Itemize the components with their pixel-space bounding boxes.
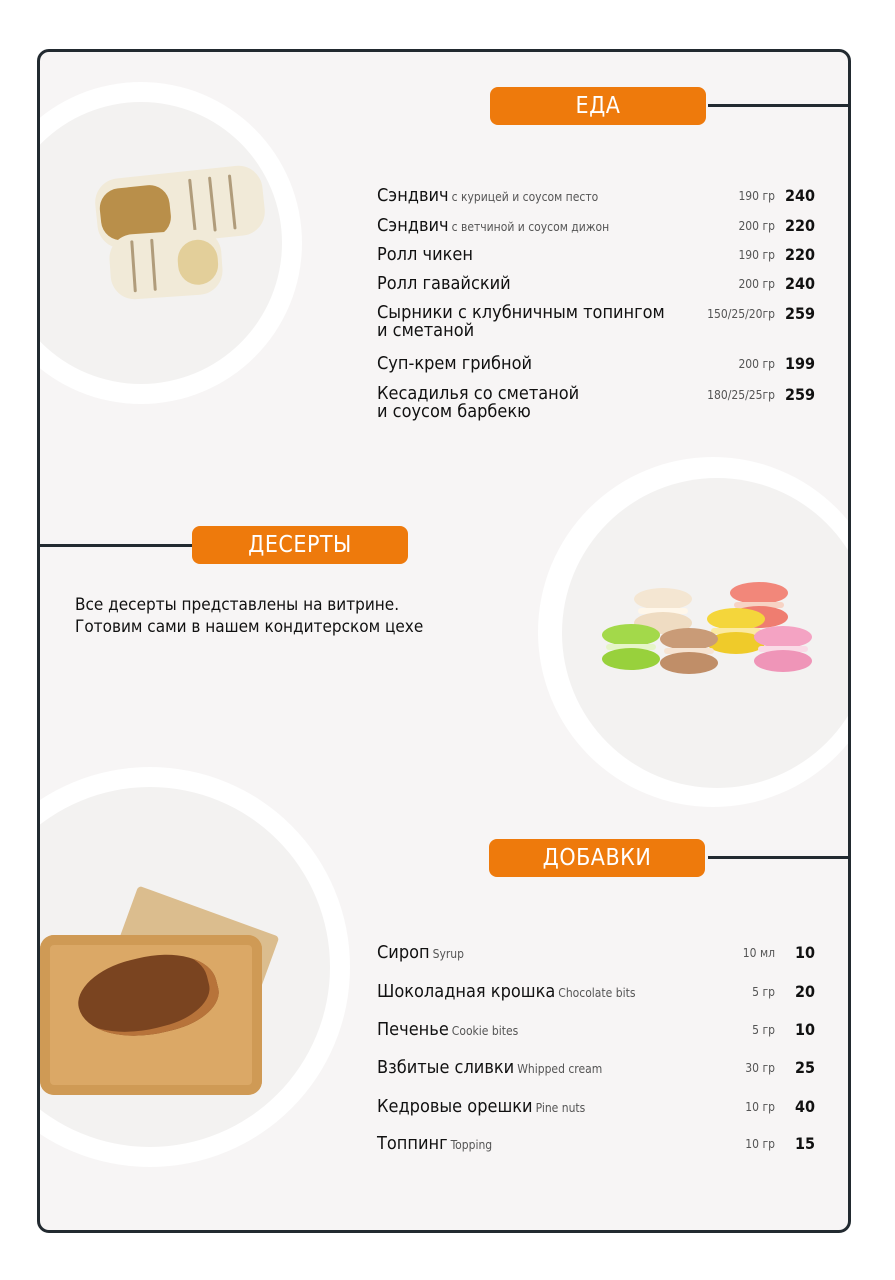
addons-header: ДОБАВКИ <box>489 839 705 877</box>
item-weight: 10 гр <box>745 1100 775 1114</box>
item-weight: 190 гр <box>738 248 775 262</box>
item-price: 259 <box>784 304 815 323</box>
menu-item <box>377 216 815 235</box>
item-name: Ролл чикен <box>377 244 473 265</box>
item-price: 240 <box>784 186 815 205</box>
item-price: 199 <box>784 354 815 373</box>
item-weight: 150/25/20гр <box>707 307 775 321</box>
menu-item <box>377 982 815 1001</box>
menu-item <box>377 385 815 421</box>
item-price: 10 <box>794 1020 815 1039</box>
item-name: Сэндвич <box>377 215 449 236</box>
menu-item <box>377 943 815 962</box>
item-name-continued: и соусом барбекю <box>377 401 531 422</box>
item-name: Топпинг <box>377 1133 448 1154</box>
item-name: Шоколадная крошка <box>377 981 556 1002</box>
desserts-line-1: Все десерты представлены на витрине. <box>75 595 400 615</box>
item-name: Суп-крем грибной <box>377 353 533 374</box>
item-weight: 200 гр <box>738 219 775 233</box>
desserts-header: ДЕСЕРТЫ <box>192 526 408 564</box>
item-weight: 200 гр <box>738 277 775 291</box>
item-price: 40 <box>794 1097 815 1116</box>
item-price: 15 <box>794 1134 815 1153</box>
item-description: Whipped cream <box>517 1062 603 1076</box>
menu-item <box>377 354 815 373</box>
item-name: Ролл гавайский <box>377 273 511 294</box>
menu-item <box>377 304 815 340</box>
menu-item <box>377 1097 815 1116</box>
item-price: 20 <box>794 982 815 1001</box>
addons-divider <box>708 856 848 859</box>
item-description: Cookie bites <box>451 1024 519 1038</box>
menu-item <box>377 274 815 293</box>
item-description: Topping <box>450 1138 493 1152</box>
item-weight: 30 гр <box>745 1061 775 1075</box>
item-weight: 190 гр <box>738 189 775 203</box>
food-divider <box>708 104 848 107</box>
item-description: Pine nuts <box>535 1101 586 1115</box>
menu-item <box>377 245 815 264</box>
item-weight: 10 гр <box>745 1137 775 1151</box>
menu-item <box>377 1058 815 1077</box>
item-weight: 5 гр <box>752 985 775 999</box>
desserts-line-2: Готовим сами в нашем кондитерском цехе <box>75 617 424 637</box>
item-price: 259 <box>784 385 815 404</box>
item-description: Chocolate bits <box>558 986 636 1000</box>
item-weight: 200 гр <box>738 357 775 371</box>
menu-item <box>377 1134 815 1153</box>
item-weight: 180/25/25гр <box>707 388 775 402</box>
item-name: Сироп <box>377 942 430 963</box>
item-price: 10 <box>794 943 815 962</box>
item-description: с курицей и соусом песто <box>451 190 599 204</box>
desserts-description <box>75 594 495 638</box>
item-name: Кедровые орешки <box>377 1096 533 1117</box>
item-price: 25 <box>794 1058 815 1077</box>
item-name: Печенье <box>377 1019 449 1040</box>
item-name: Кесадилья со сметаной <box>377 383 580 404</box>
item-name: Сырники с клубничным топингом <box>377 302 665 323</box>
item-description: с ветчиной и соусом дижон <box>451 220 610 234</box>
item-description: Syrup <box>432 947 465 961</box>
item-price: 220 <box>784 245 815 264</box>
item-name: Взбитые сливки <box>377 1057 515 1078</box>
menu-item <box>377 186 815 205</box>
item-price: 220 <box>784 216 815 235</box>
menu-item <box>377 1020 815 1039</box>
desserts-divider <box>40 544 192 547</box>
item-weight: 10 мл <box>742 946 775 960</box>
item-name-continued: и сметаной <box>377 320 475 341</box>
macaron-photo <box>562 478 851 788</box>
item-name: Сэндвич <box>377 185 449 206</box>
food-header: ЕДА <box>490 87 706 125</box>
item-weight: 5 гр <box>752 1023 775 1037</box>
item-price: 240 <box>784 274 815 293</box>
